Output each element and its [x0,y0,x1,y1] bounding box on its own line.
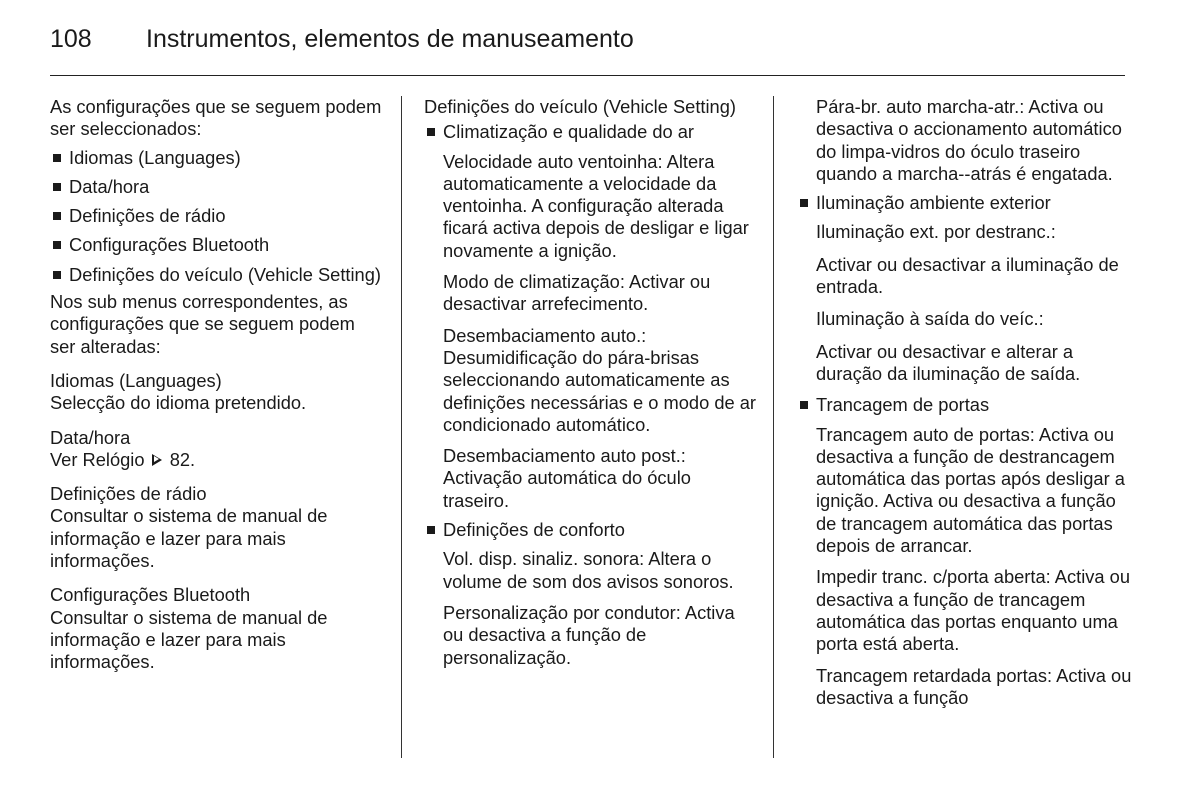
setting-description: Impedir tranc. c/porta aberta: Activa ou desactiva a função de trancagem automática das portas enquanto uma porta está aberta. [816,566,1130,655]
setting-term: Desembaciamento auto post. [443,445,681,467]
column-left [50,96,385,674]
list-item: Definições do veículo (Vehicle Setting) [50,264,385,286]
setting-term: Iluminação ext. por destranc. [816,221,1051,243]
setting-term: Trancagem auto de portas [816,423,1030,445]
list-item: Climatização e qualidade do ar [424,121,759,143]
ref-text: Ver Relógio [50,448,145,470]
list-item: Trancagem de portas [797,394,1132,416]
setting-term: Vol. disp. sinaliz. sonora [443,548,640,570]
setting-term-line: Iluminação ext. por destranc.: [816,221,1056,243]
column-divider-1 [401,96,402,758]
setting-description: Vol. disp. sinaliz. sonora: Altera o volume de som dos avisos sonoros. [443,548,734,592]
section-heading: Definições do veículo (Vehicle Setting) [424,96,736,117]
section-body: Selecção do idioma pretendido. [50,392,307,414]
setting-term: Pára-br. auto marcha-atr. [816,96,1020,117]
chapter-title: Instrumentos, elementos de manuseamento [146,25,634,53]
setting-term: Impedir tranc. c/porta aberta [816,566,1046,588]
header-rule [50,75,1125,76]
setting-term: Velocidade auto ventoinha [443,150,658,172]
page-number: 108 [50,25,92,53]
setting-description: Desembaciamento auto.: Desumidificação do pára-brisas seleccionando automaticamente as definições necessárias e o modo de ar condicionado automático. [443,324,756,435]
setting-term: Iluminação à saída do veíc. [816,308,1039,330]
setting-description: Activar ou desactivar e alterar a duração da iluminação de saída. [816,340,1081,384]
setting-description: Activar ou desactivar a iluminação de entrada. [816,253,1119,298]
list-item: Data/hora [50,176,385,198]
page-header [50,24,634,54]
column-right [797,96,1132,709]
section-heading: Idiomas (Languages) [50,369,222,391]
column-divider-2 [773,96,774,758]
setting-term: Desembaciamento auto. [443,324,642,346]
setting-description: Modo de climatização: Activar ou desactivar arrefecimento. [443,271,711,315]
setting-description: Trancagem retardada portas: Activa ou desactiva a função [816,664,1132,708]
arrow-reference-icon [152,454,162,466]
section-heading: Configurações Bluetooth [50,584,251,606]
section-heading: Data/hora [50,426,131,448]
setting-term: Modo de climatização [443,271,620,293]
section-body: Consultar o sistema de manual de informação e lazer para mais informações. [50,606,328,673]
setting-description: Trancagem auto de portas: Activa ou desactiva a função de destrancagem automática das portas após desligar a ignição. Activa ou desactiva a função de trancagem automática das portas depois de arrancar. [816,423,1125,557]
setting-description: Velocidade auto ventoinha: Altera automaticamente a velocidade da ventoinha. A configuração alterada ficará activa depois de desligar e ligar novamente a ignição. [443,150,749,261]
setting-description: Pára-br. auto marcha-atr.: Activa ou desactiva o accionamento automático do limpa-vidros do óculo traseiro quando a marcha--atrás é engatada. [816,96,1122,184]
submenu-text: Nos sub menus correspondentes, as configurações que se seguem podem ser alteradas: [50,291,355,357]
setting-term: Personalização por condutor [443,601,676,623]
section-body: Consultar o sistema de manual de informação e lazer para mais informações. [50,505,328,572]
setting-description: Personalização por condutor: Activa ou desactiva a função de personalização. [443,601,735,668]
list-item: Idiomas (Languages) [50,147,385,169]
list-item: Iluminação ambiente exterior [797,192,1132,214]
intro-text: As configurações que se seguem podem ser seleccionados: [50,96,382,140]
section-body [50,449,385,471]
setting-description: Desembaciamento auto post.: Activação automática do óculo traseiro. [443,445,691,511]
list-item: Definições de conforto [424,519,759,541]
list-item: Definições de rádio [50,205,385,227]
ref-page: 82. [169,448,196,470]
section-heading: Definições de rádio [50,483,207,505]
setting-term: Trancagem retardada portas [816,664,1048,686]
setting-term-line: Iluminação à saída do veíc.: [816,308,1044,330]
list-item: Configurações Bluetooth [50,234,385,256]
column-middle [424,96,759,669]
